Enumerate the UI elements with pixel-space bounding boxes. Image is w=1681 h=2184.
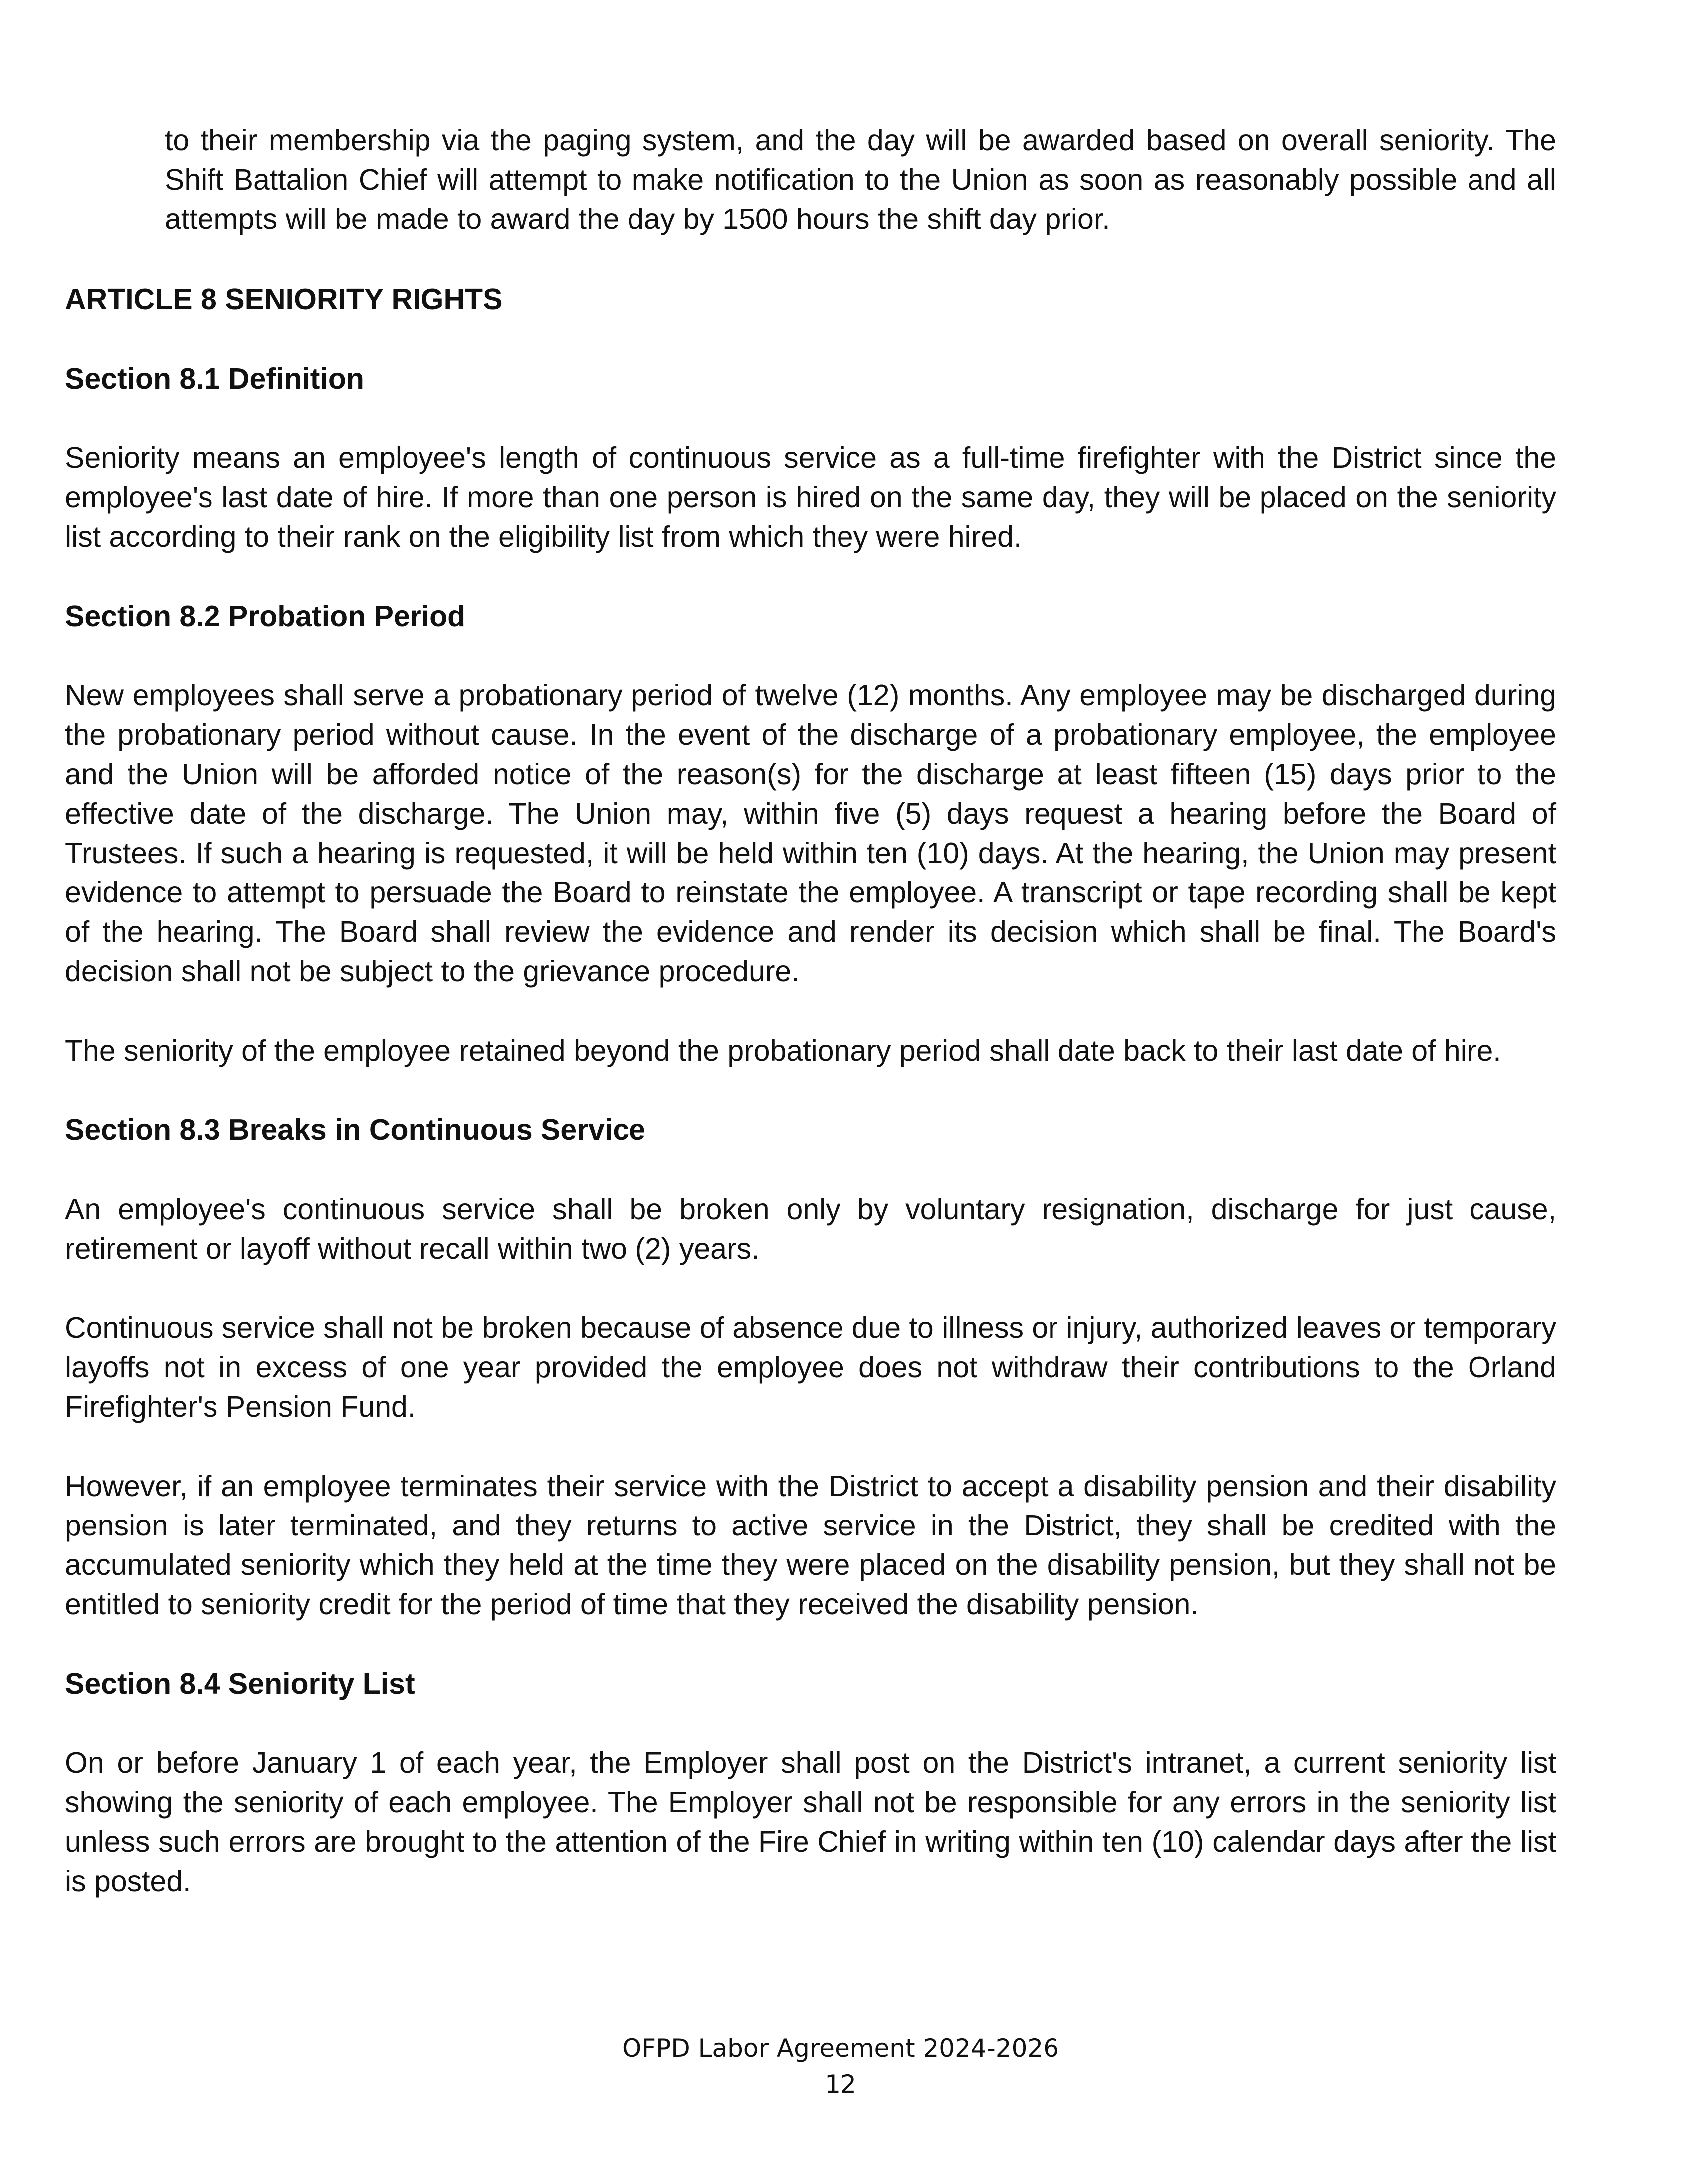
paragraph: Seniority means an employee's length of continuous service as a full-time firefighter with the District since the employee's last date of hire. If more than one person is hired on the same day, they will be placed on the seniority list according to their rank on the eligibility list from which they were hired. bbox=[65, 441, 1556, 553]
paragraph: Continuous service shall not be broken because of absence due to illness or injury, authorized leaves or temporary layoffs not in excess of one year provided the employee does not withdraw their contributions to the Orland Firefighter's Pension Fund. bbox=[65, 1311, 1556, 1423]
section-heading-8-3: Section 8.3 Breaks in Continuous Service bbox=[65, 1113, 645, 1146]
document-body bbox=[65, 121, 1556, 1941]
paragraph: New employees shall serve a probationary period of twelve (12) months. Any employee may be discharged during the probationary period without cause. In the event of the discharge of a probationary employee, the employee and the Union will be afforded notice of the reason(s) for the discharge at least fifteen (15) days prior to the effective date of the discharge. The Union may, within five (5) days request a hearing before the Board of Trustees. If such a hearing is requested, it will be held within ten (10) days. At the hearing, the Union may present evidence to attempt to persuade the Board to reinstate the employee. A transcript or tape recording shall be kept of the hearing. The Board shall review the evidence and render its decision which shall be final. The Board's decision shall not be subject to the grievance procedure. bbox=[65, 679, 1556, 988]
page-number: 12 bbox=[825, 2070, 856, 2099]
paragraph: The seniority of the employee retained beyond the probationary period shall date back to their last date of hire. bbox=[65, 1034, 1501, 1067]
continued-paragraph: to their membership via the paging system, and the day will be awarded based on overall seniority. The Shift Battalion Chief will attempt to make notification to the Union as soon as reasonably possible and all attempts will be made to award the day by 1500 hours the shift day prior. bbox=[165, 124, 1556, 235]
footer-title: OFPD Labor Agreement 2024-2026 bbox=[622, 2034, 1059, 2063]
paragraph: On or before January 1 of each year, the Employer shall post on the District's intranet, a current seniority list showing the seniority of each employee. The Employer shall not be responsible for any errors in the seniority list unless such errors are brought to the attention of the Fire Chief in writing within ten (10) calendar days after the list is posted. bbox=[65, 1747, 1556, 1898]
paragraph: However, if an employee terminates their service with the District to accept a disability pension and their disability pension is later terminated, and they returns to active service in the District, they shall be credited with the accumulated seniority which they held at the time they were placed on the disability pension, but they shall not be entitled to seniority credit for the period of time that they received the disability pension. bbox=[65, 1470, 1556, 1621]
section-heading-8-1: Section 8.1 Definition bbox=[65, 362, 364, 395]
article-title: ARTICLE 8 SENIORITY RIGHTS bbox=[65, 283, 503, 316]
section-heading-8-2: Section 8.2 Probation Period bbox=[65, 600, 466, 633]
paragraph: An employee's continuous service shall be broken only by voluntary resignation, discharge for just cause, retirement or layoff without recall within two (2) years. bbox=[65, 1193, 1556, 1265]
page-footer bbox=[0, 2030, 1681, 2102]
section-heading-8-4: Section 8.4 Seniority List bbox=[65, 1667, 415, 1700]
